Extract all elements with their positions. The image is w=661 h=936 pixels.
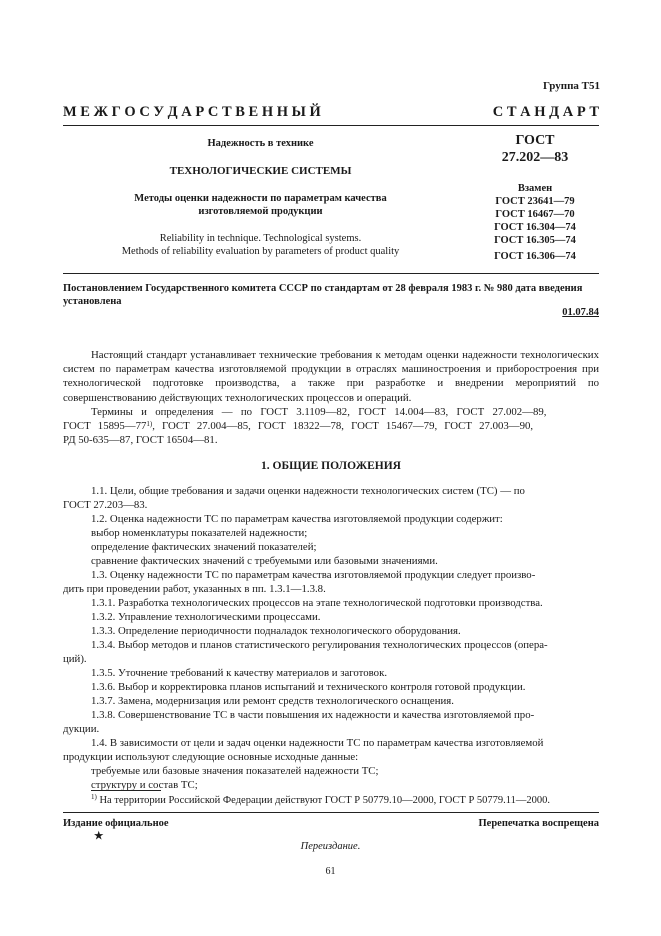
clause-1-2: 1.2. Оценка надежности ТС по параметрам качества изготовляемой продукции содержит:	[91, 513, 503, 525]
replaced-standard: ГОСТ 16.304—74	[494, 222, 576, 233]
reissue-note: Переиздание.	[300, 841, 361, 852]
clause-1-4-item: структуру и состав ТС;	[91, 779, 198, 791]
clause-1-3: 1.3. Оценку надежности ТС по параметрам качества изготовляемой продукции следует произво-	[91, 569, 536, 581]
replaced-standard: ГОСТ 23641—79	[495, 196, 575, 207]
clause-1-1: 1.1. Цели, общие требования и задачи оценки надежности технологических систем (ТС) — по	[91, 485, 525, 497]
subject: Надежность в технике	[207, 138, 314, 149]
header-rule-top	[63, 125, 599, 126]
page-number: 61	[325, 866, 336, 877]
decree-line-1: Постановлением Государственного комитета СССР по стандартам от 28 февраля 1983 г. № 980 дата введения	[63, 283, 583, 294]
clause-1-3-5: 1.3.5. Уточнение требований к качеству материалов и заготовок.	[91, 667, 388, 679]
section-heading: 1. ОБЩИЕ ПОЛОЖЕНИЯ	[261, 460, 401, 472]
clause-1-2-item: определение фактических значений показателей;	[91, 541, 317, 553]
banner-standard: С Т А Н Д А Р Т	[492, 104, 599, 120]
terms-standard: ГОСТ 15895—77	[63, 420, 147, 432]
footnote-mark: 1)	[91, 793, 97, 801]
header-rule-bottom	[63, 273, 599, 274]
clause-1-3-6: 1.3.6. Выбор и корректировка планов испытаний и технического контроля готовой продукции.	[91, 681, 526, 693]
official-edition: Издание официальное	[63, 818, 169, 829]
clause-1-3-2: 1.3.2. Управление технологическими процессами.	[91, 611, 321, 623]
english-title-2: Methods of reliability evaluation by parameters of product quality	[121, 246, 400, 257]
terms-line-1: Термины и определения — по ГОСТ 3.1109—82, ГОСТ 14.004—83, ГОСТ 27.002—89,	[91, 406, 547, 418]
replaced-standard: ГОСТ 16.306—74	[494, 251, 576, 262]
clause-1-3-4-cont: ций).	[63, 653, 87, 665]
clause-1-3-1: 1.3.1. Разработка технологических процессов на этапе технологической подготовки производства.	[91, 597, 543, 609]
document-title: ТЕХНОЛОГИЧЕСКИЕ СИСТЕМЫ	[169, 165, 352, 177]
clause-1-3-3: 1.3.3. Определение периодичности подналадок технологического оборудования.	[91, 625, 461, 637]
clause-1-4-cont: продукции используют следующие основные исходные данные:	[63, 751, 359, 763]
banner-interstate: М Е Ж Г О С У Д А Р С Т В Е Н Н Ы Й	[63, 104, 321, 120]
clause-1-1-cont: ГОСТ 27.203—83.	[63, 499, 148, 511]
introduction-date: 01.07.84	[562, 307, 599, 318]
footnote-ref: 1)	[146, 420, 153, 428]
gost-label: ГОСТ	[515, 133, 555, 148]
footer-rule	[63, 812, 599, 813]
clause-1-4: 1.4. В зависимости от цели и задач оценки надежности ТС по параметрам качества изготовляемой	[91, 737, 544, 749]
terms-line-2	[63, 419, 599, 433]
decree-line-2: установлена	[63, 296, 122, 307]
intro-paragraph: Настоящий стандарт устанавливает технические требования к методам оценки надежности технологических систем по параметрам качества изготовляемой продукции в отраслях машиностроения и приборостроения при технологической подготовке производства, а также при разработке и внедрении мероприятий по совершенствованию действующих технологических процессов и операций.	[63, 349, 599, 404]
terms-standards: , ГОСТ 27.004—85, ГОСТ 18322—78, ГОСТ 15467—79, ГОСТ 27.003—90,	[152, 420, 534, 432]
clause-1-3-7: 1.3.7. Замена, модернизация или ремонт средств технологического оснащения.	[91, 695, 454, 707]
clause-1-4-item: требуемые или базовые значения показателей надежности ТС;	[91, 765, 379, 777]
clause-1-2-item: сравнение фактических значений с требуемыми или базовыми значениями.	[91, 555, 438, 567]
group-code: Группа Т51	[542, 80, 600, 92]
footnote-rule	[91, 790, 161, 791]
gost-number: 27.202—83	[501, 150, 569, 165]
footnote	[91, 795, 550, 806]
clause-1-3-8: 1.3.8. Совершенствование ТС в части повышения их надежности и качества изготовляемой про-	[91, 709, 535, 721]
reprint-notice: Перепечатка воспрещена	[478, 818, 599, 829]
replaced-standard: ГОСТ 16467—70	[495, 209, 575, 220]
clause-1-3-cont: дить при проведении работ, указанных в пп. 1.3.1—1.3.8.	[63, 583, 326, 595]
replaced-standard: ГОСТ 16.305—74	[494, 235, 576, 246]
star-mark: ★	[94, 831, 104, 842]
subtitle-line-1: Методы оценки надежности по параметрам качества	[134, 193, 387, 204]
standard-banner	[63, 104, 599, 121]
terms-line-3: РД 50-635—87, ГОСТ 16504—81.	[63, 434, 218, 446]
clause-1-3-4: 1.3.4. Выбор методов и планов статистического регулирования технологических процессов (опера-	[91, 639, 548, 651]
replaces-label: Взамен	[517, 183, 553, 194]
clause-1-3-8-cont: дукции.	[63, 723, 100, 735]
subtitle-line-2: изготовляемой продукции	[198, 206, 323, 217]
clause-1-2-item: выбор номенклатуры показателей надежности;	[91, 527, 308, 539]
footnote-text: На территории Российской Федерации действуют ГОСТ Р 50779.10—2000, ГОСТ Р 50779.11—2000.	[99, 795, 551, 806]
english-title-1: Reliability in technique. Technological systems.	[159, 233, 362, 244]
